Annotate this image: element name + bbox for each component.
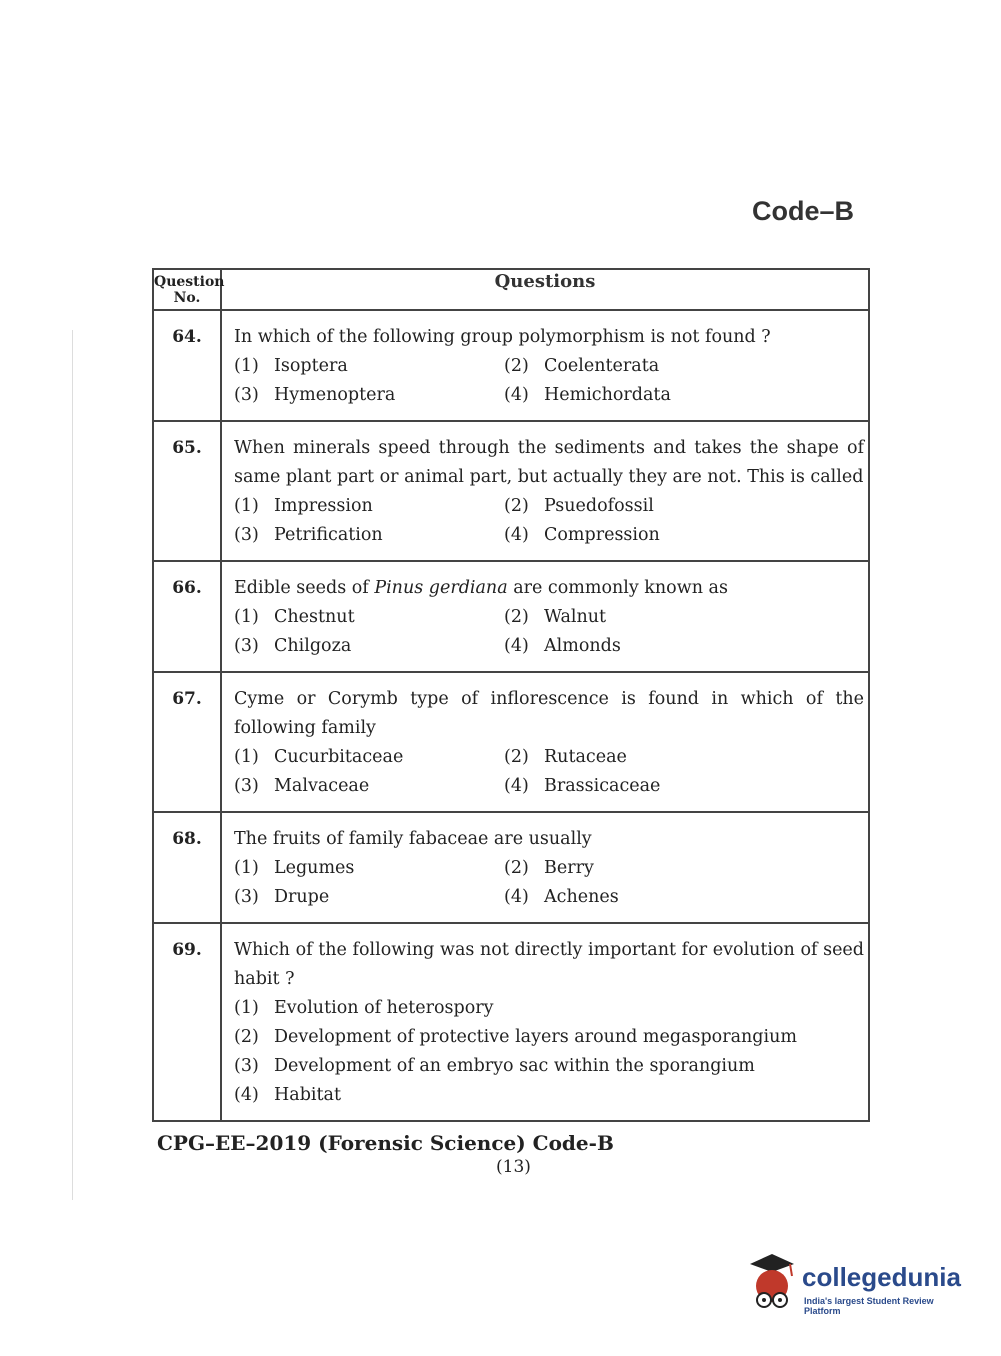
question-number: 67. (153, 672, 221, 812)
question-text: Cyme or Corymb type of inflorescence is found in which of the following family (234, 689, 864, 738)
question-body (221, 561, 869, 672)
question-number: 66. (153, 561, 221, 672)
code-label: Code–B (752, 196, 855, 226)
option: (1) Cucurbitaceae (234, 747, 404, 767)
options (234, 603, 864, 661)
mascot-icon (740, 1250, 800, 1320)
options (234, 854, 864, 912)
option: (3) Drupe (234, 887, 330, 907)
question-body (221, 672, 869, 812)
option: (1) Evolution of heterospory (234, 998, 494, 1018)
question-body (221, 421, 869, 561)
options (234, 743, 864, 801)
option: (2) Rutaceae (504, 747, 627, 767)
option: (3) Development of an embryo sac within the sporangium (234, 1056, 755, 1076)
option: (2) Coelenterata (504, 356, 660, 376)
question-row (153, 561, 869, 672)
options (234, 994, 864, 1110)
question-text: Edible seeds of Pinus gerdiana are commonly known as (234, 578, 728, 598)
option: (3) Petrification (234, 525, 383, 545)
question-text: In which of the following group polymorphism is not found ? (234, 327, 771, 347)
question-number: 64. (153, 310, 221, 421)
column-header-question-no: Question No. (153, 269, 221, 310)
option: (4) Achenes (504, 887, 619, 907)
question-row (153, 421, 869, 561)
option: (4) Hemichordata (504, 385, 671, 405)
question-body (221, 812, 869, 923)
option: (1) Impression (234, 496, 373, 516)
margin-line (72, 330, 73, 1200)
option: (1) Isoptera (234, 356, 348, 376)
option: (4) Almonds (504, 636, 621, 656)
questions-table (152, 268, 870, 1122)
question-number: 69. (153, 923, 221, 1121)
page-number: (13) (496, 1157, 531, 1177)
option: (2) Berry (504, 858, 594, 878)
option: (4) Brassicaceae (504, 776, 661, 796)
option: (1) Legumes (234, 858, 355, 878)
options (234, 492, 864, 550)
option: (1) Chestnut (234, 607, 355, 627)
option: (3) Chilgoza (234, 636, 352, 656)
logo-brand: collegedunia (802, 1262, 961, 1292)
column-header-questions: Questions (221, 269, 869, 310)
option: (3) Malvaceae (234, 776, 370, 796)
species-name: Pinus gerdiana (374, 578, 508, 598)
question-row (153, 923, 869, 1121)
option: (2) Walnut (504, 607, 607, 627)
question-row (153, 310, 869, 421)
question-text: The fruits of family fabaceae are usually (234, 829, 592, 849)
exam-code-footer: CPG–EE–2019 (Forensic Science) Code-B (157, 1131, 614, 1155)
question-body (221, 310, 869, 421)
option: (4) Habitat (234, 1085, 341, 1105)
option: (2) Psuedofossil (504, 496, 654, 516)
question-row (153, 672, 869, 812)
question-number: 65. (153, 421, 221, 561)
question-body (221, 923, 869, 1121)
option: (2) Development of protective layers around megasporangium (234, 1027, 797, 1047)
option: (3) Hymenoptera (234, 385, 396, 405)
question-row (153, 812, 869, 923)
collegedunia-logo[interactable] (740, 1250, 970, 1320)
question-text: Which of the following was not directly important for evolution of seed habit ? (234, 940, 864, 989)
options (234, 352, 864, 410)
question-number: 68. (153, 812, 221, 923)
logo-tagline: India's largest Student Review Platform (804, 1296, 934, 1316)
option: (4) Compression (504, 525, 660, 545)
question-text: When minerals speed through the sediments and takes the shape of same plant part or animal part, but actually they are not. This is called (234, 438, 864, 487)
table-header (153, 269, 869, 310)
